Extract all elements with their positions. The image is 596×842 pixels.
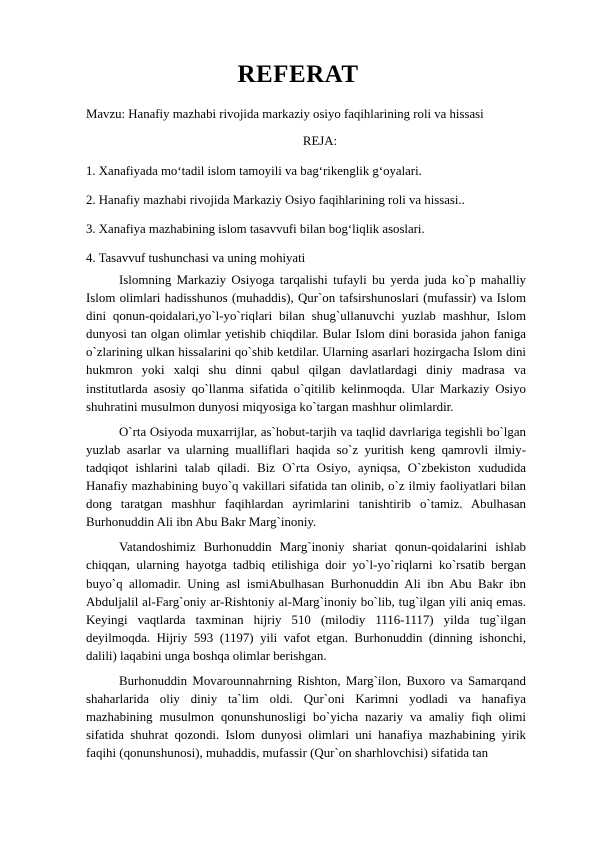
plan-item-2: 2. Hanafiy mazhabi rivojida Markaziy Osiyo faqihlarining roli va hissasi..: [86, 193, 465, 207]
plan-item-4: 4. Tasavvuf tushunchasi va uning mohiyati: [86, 251, 306, 265]
topic-line: Mavzu: Hanafiy mazhabi rivojida markaziy osiyo faqihlarining roli va hissasi: [86, 107, 484, 121]
paragraph-4: Burhonuddin Movarounnahrning Rishton, Marg`ilon, Buxoro va Samarqand shaharlarida oliy diniy ta`lim oldi. Qur`oni Karimni yodladi va hanafiya mazhabining musulmon qonunshunosligi bo`yicha nazariy va amaliy fiqh olimi sifatida shuhrat qozondi. Islom dunyosi olimlari uni hanafiya mazhabining yirik faqihi (qonunshunosi), muhaddis, mufassir (Qur`on sharhlovchisi) sifatida tan: [86, 673, 526, 761]
plan-item-3: 3. Xanafiya mazhabining islom tasavvufi bilan bog‘liqlik asoslari.: [86, 222, 425, 236]
paragraph-2: O`rta Osiyoda muxarrijlar, as`hobut-tarjih va taqlid davrlariga tegishli bo`lgan yuzlab asarlar va ularning mualliflari haqida so`z yuritish keng qamrovli ilmiy-tadqiqot ishlarini talab qiladi. Biz O`rta Osiyo, ayniqsa, O`zbekiston xududida Hanafiy mazhabining buyo`q vakillari sifatida tan olinib, o`z ilmiy faoliyatlari bilan dong taratgan mashhur faqihlardan ayrimlarini tanishtirib o`tamiz. Abulhasan Burhonuddin Ali ibn Abu Bakr Marg`inoniy.: [86, 424, 526, 530]
plan-heading: REJA:: [302, 134, 338, 148]
paragraph-1: Islomning Markaziy Osiyoga tarqalishi tufayli bu yerda juda ko`p mahalliy Islom olimlari hadisshunos (muhaddis), Qur`on tafsirshunoslari (mufassir) va Islom dini qonun-qoidalari,yo`l-yo`riqlari bilan shug`ullanuvchi yuzlab mashhur, Islom dunyosi tan olgan olimlar yetishib chiqdilar. Bular Islom dini borasida jahon faniga o`zlarining ulkan hissalarini qo`shib ketdilar. Ularning asarlari hozirgacha Islom dini hukmron yoki xalqi shu dinni qabul qilgan davlatlardagi diniy madrasa va institutlarda asosiy qo`llanma sifatida o`qitilib kelinmoqda. Ular Markaziy Osiyo shuhratini musulmon dunyosi miqyosiga ko`targan mashhur olimlardir.: [86, 273, 526, 414]
document-title: REFERAT: [237, 61, 359, 88]
body-text: [86, 271, 526, 769]
plan-item-1: 1. Xanafiyada mo‘tadil islom tamoyili va bag‘rikenglik g‘oyalari.: [86, 164, 422, 178]
paragraph-3: Vatandoshimiz Burhonuddin Marg`inoniy shariat qonun-qoidalarini ishlab chiqqan, ularning hayotga tadbiq etilishiga doir yo`l-yo`riqlarni ko`rsatib bergan buyo`q allomadir. Uning asl ismiAbulhasan Burhonuddin Ali ibn Abu Bakr ibn Abduljalil al-Farg`oniy ar-Rishtoniy al-Marg`inoniy bo`lib, tug`ilgan yili aniq emas. Keyingi vaqtlarda taxminan hijriy 510 (milodiy 1116-1117) yilda tug`ilgan deyilmoqda. Hijriy 593 (1197) yili vafot etgan. Burhonuddin (dinning ishonchi, dalili) laqabini unga boshqa olimlar berishgan.: [86, 540, 526, 663]
